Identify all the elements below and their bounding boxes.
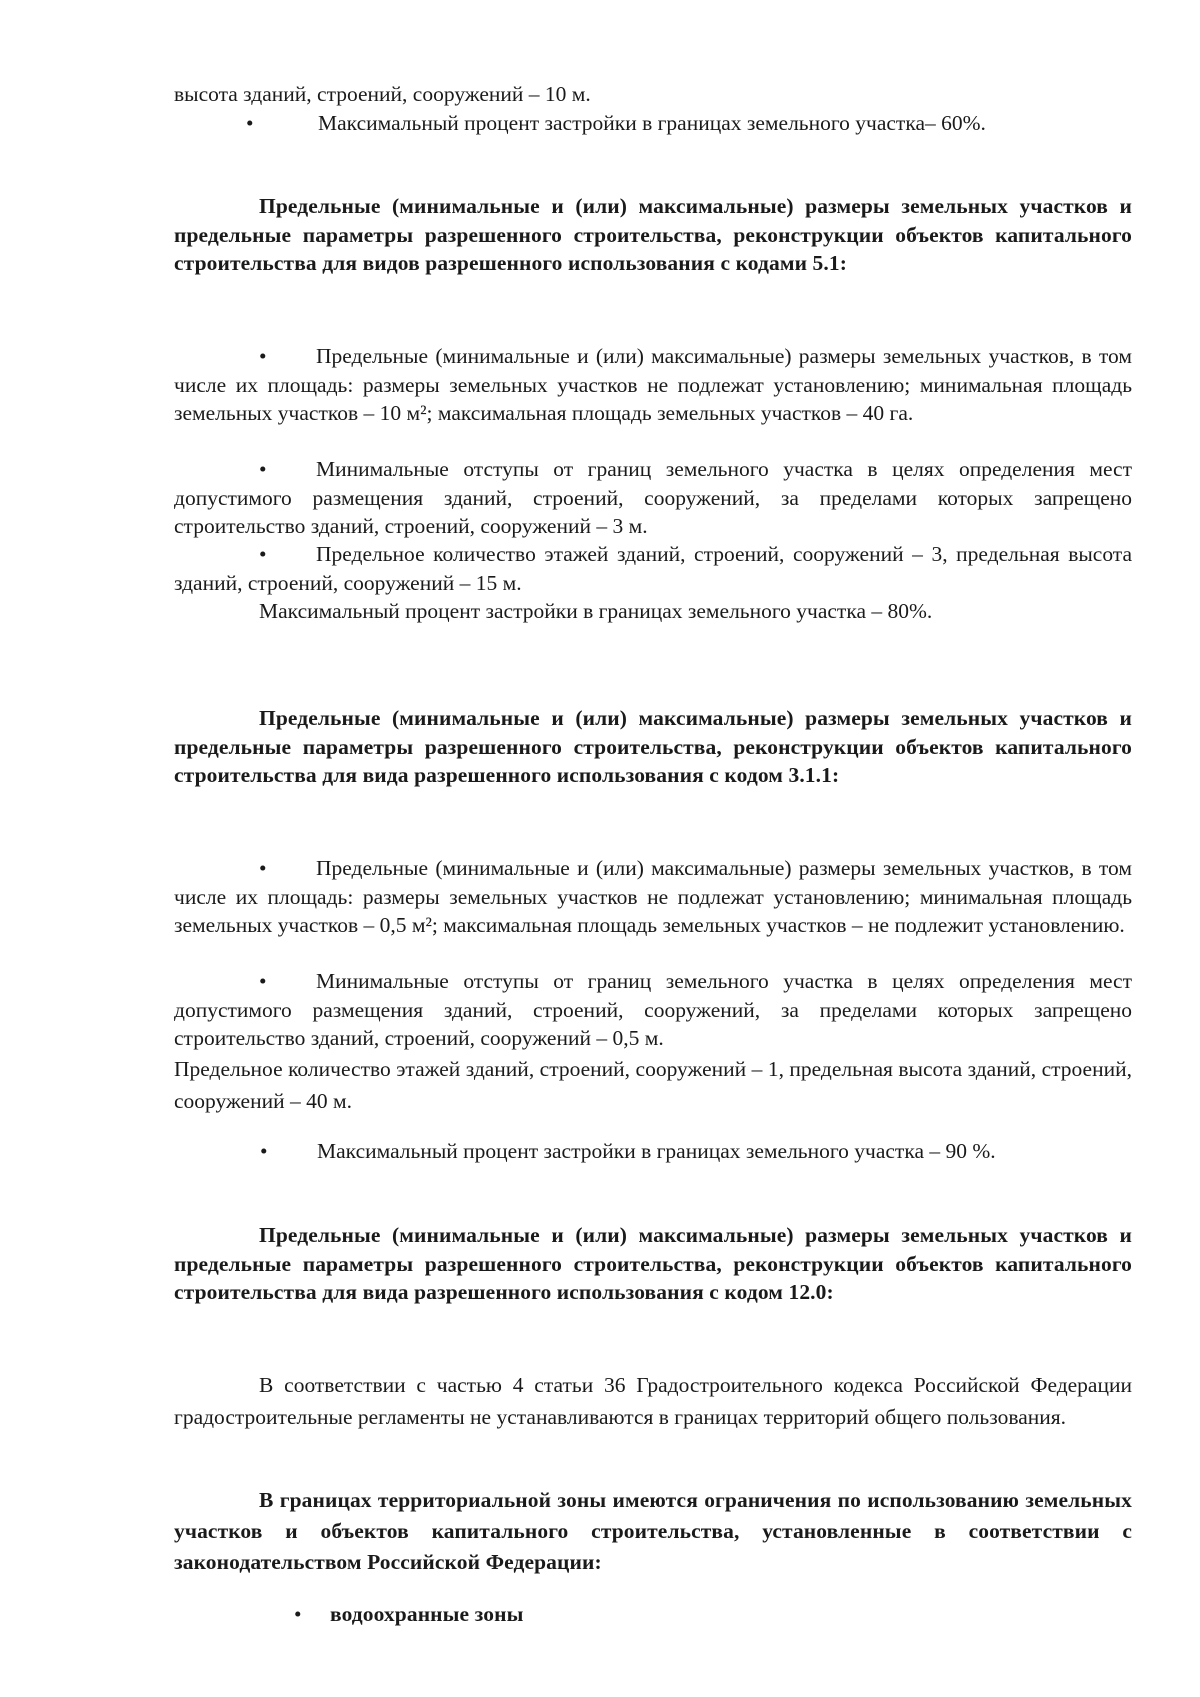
bullet-icon: • [259,542,267,566]
bullet-paragraph-4: • Предельные (минимальные и (или) максимальные) размеры земельных участков, в том числе их площадь: размеры земельных участков не подлежат установлению; минимальная площадь земельных участков – 0,5 м²; максимальная площадь земельных участков – не подлежит установлению. [174,856,1132,937]
bullet-icon: • [246,111,254,135]
bullet-icon: • [294,1602,302,1626]
section-heading-restrictions: В границах территориальной зоны имеются ограничения по использованию земельных участков и объектов капитального строительства, установленные в соответствии с законодательством Российской Федерации: [174,1488,1132,1574]
bullet-paragraph-3: • Предельное количество этажей зданий, строений, сооружений – 3, предельная высота зданий, строений, сооружений – 15 м. [174,542,1132,595]
paragraph-continuation: высота зданий, строений, сооружений – 10 м. [174,82,591,106]
paragraph-article-36: В соответствии с частью 4 статьи 36 Градостроительного кодекса Российской Федерации градостроительные регламенты не устанавливаются в границах территорий общего пользования. [174,1373,1132,1429]
section-heading-12-0: Предельные (минимальные и (или) максимальные) размеры земельных участков и предельные параметры разрешенного строительства, реконструкции объектов капитального строительства для вида разрешенного использования с кодом 12.0: [174,1223,1132,1304]
bullet-icon: • [259,856,267,880]
bullet-icon: • [259,344,267,368]
document-page: высота зданий, строений, сооружений – 10 м. • Максимальный процент застройки в границах земельного участка– 60%. Предельные (минимальные и (или) максимальные) размеры земельных участков и предельные параметры разрешенного строительства, реконструкции объектов капитального строительства для видов разрешенного использования с кодами 5.1: • Предельные (минимальные и (или) максимальные) размеры земельных участков, в том числе их площадь: размеры земельных участков не подлежат установлению; минимальная площадь земельных участков – 10 м²; максимальная площадь земельных участков – 40 га. • Минимальные отступы от границ земельного участка в целях определения мест допустимого размещения зданий, строений, сооружений, за пределами которых запрещено строительство зданий, строений, сооружений – 3 м. • Предельное количество этажей зданий, строений, сооружений – 3, предельная высота зданий, строений, сооружений – 15 м. Максимальный процент застройки в границах земельного участка – 80%. Предельные (минимальные и (или) максимальные) размеры земельных участков и предельные параметры разрешенного строительства, реконструкции объектов капитального строительства для вида разрешенного использования с кодом 3.1.1: • Предельные (минимальные и (или) максимальные) размеры земельных участков, в том числе их площадь: размеры земельных участков не подлежат установлению; минимальная площадь земельных участков – 0,5 м²; максимальная площадь земельных участков – не подлежит установлению. • Минимальные отступы от границ земельного участка в целях определения мест допустимого размещения зданий, строений, сооружений, за пределами которых запрещено строительство зданий, строений, сооружений – 0,5 м. Предельное количество этажей зданий, строений, сооружений – 1, предельная высота зданий, строений, сооружений – 40 м. • Максимальный процент застройки в границах земельного участка – 90 %. Предельные (минимальные и (или) максимальные) размеры земельных участков и предельные параметры разрешенного строительства, реконструкции объектов капитального строительства для вида разрешенного использования с кодом 12.0: В соответствии с частью 4 статьи 36 Градостроительного кодекса Российской Федерации градостроительные регламенты не устанавливаются в границах территорий общего пользования. В границах территориальной зоны имеются ограничения по использованию земельных участков и объектов капитального строительства, установленные в соответствии с законодательством Российской Федерации: • водоохранные зоны [0,0,1200,1697]
paragraph-max-percent-80: Максимальный процент застройки в границах земельного участка – 80%. [259,599,933,623]
bullet-icon: • [259,457,267,481]
bullet-paragraph-5: • Минимальные отступы от границ земельного участка в целях определения мест допустимого размещения зданий, строений, сооружений, за пределами которых запрещено строительство зданий, строений, сооружений – 0,5 м. [174,969,1132,1050]
bullet-paragraph-2: • Минимальные отступы от границ земельного участка в целях определения мест допустимого размещения зданий, строений, сооружений, за пределами которых запрещено строительство зданий, строений, сооружений – 3 м. [174,457,1132,538]
bullet-icon: • [260,1139,268,1163]
section-heading-5-1: Предельные (минимальные и (или) максимальные) размеры земельных участков и предельные параметры разрешенного строительства, реконструкции объектов капитального строительства для видов разрешенного использования с кодами 5.1: [174,194,1132,275]
bullet-paragraph-1: • Предельные (минимальные и (или) максимальные) размеры земельных участков, в том числе их площадь: размеры земельных участков не подлежат установлению; минимальная площадь земельных участков – 10 м²; максимальная площадь земельных участков – 40 га. [174,344,1132,425]
paragraph-floors: Предельное количество этажей зданий, строений, сооружений – 1, предельная высота зданий, строений, сооружений – 40 м. [174,1057,1132,1113]
section-heading-3-1-1: Предельные (минимальные и (или) максимальные) размеры земельных участков и предельные параметры разрешенного строительства, реконструкции объектов капитального строительства для вида разрешенного использования с кодом 3.1.1: [174,706,1132,787]
bullet-icon: • [259,969,267,993]
